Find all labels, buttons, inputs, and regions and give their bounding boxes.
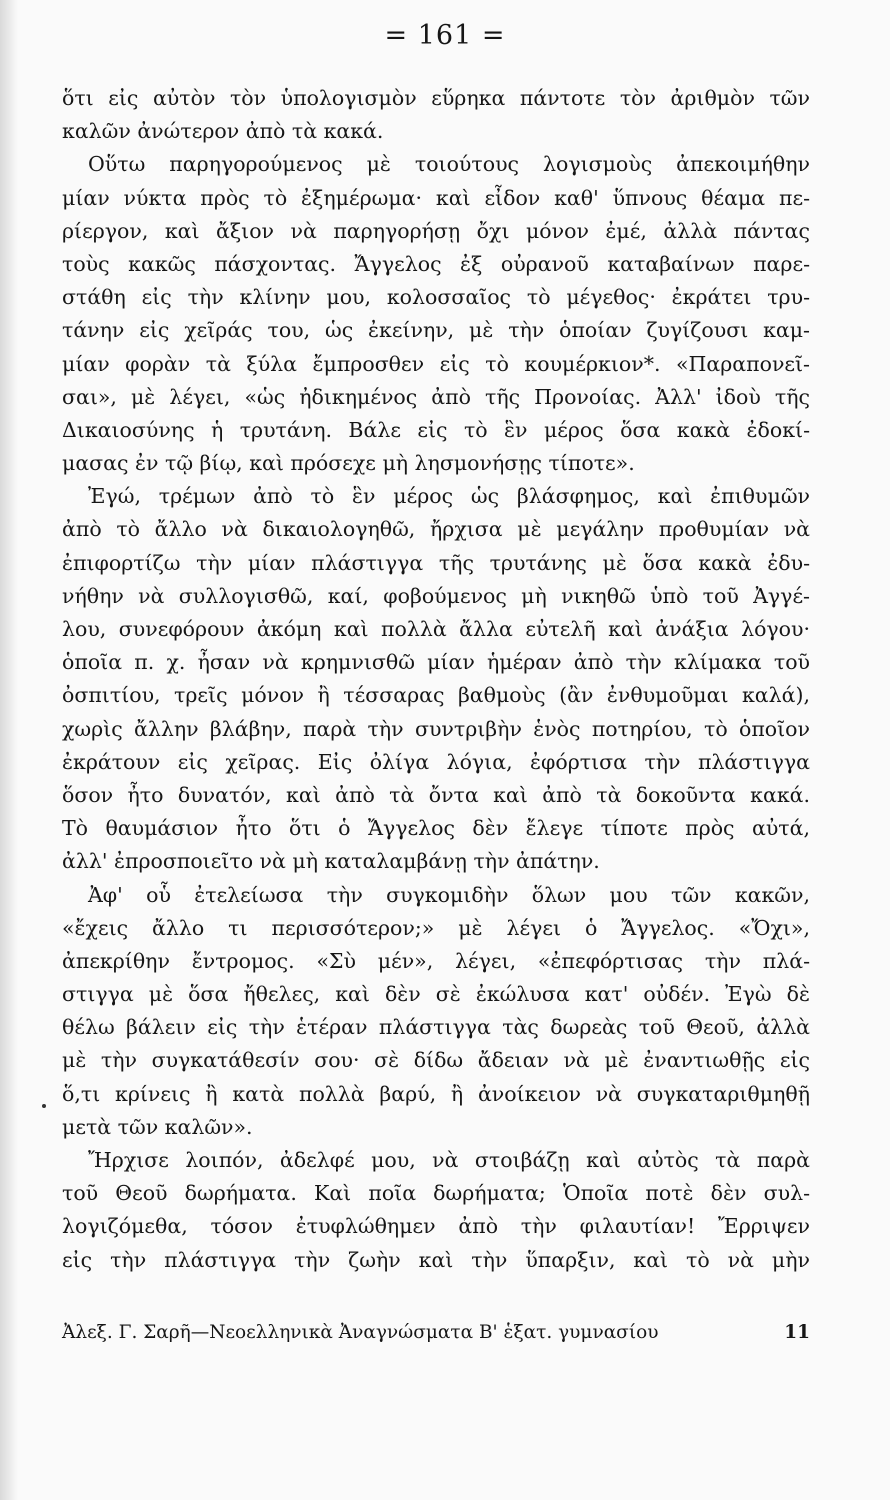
text-line: μασας ἐν τῷ βίῳ, καὶ πρόσεχε μὴ λησμονήσῃς τίποτε». xyxy=(62,451,635,476)
text-line: Ἀφ' οὗ ἐτελείωσα τὴν συγκομιδὴν ὅλων μου τῶν κακῶν, xyxy=(88,882,810,907)
text-line: μίαν φορὰν τὰ ξύλα ἔμπροσθεν εἰς τὸ κουμέρκιον*. «Παραπονεῖ- xyxy=(62,351,810,376)
text-line: μετὰ τῶν καλῶν». xyxy=(62,1114,253,1139)
text-line: ἀπὸ τὸ ἄλλο νὰ δικαιολογηθῶ, ἤρχισα μὲ μεγάλην προθυμίαν νὰ xyxy=(62,517,810,542)
margin-dot xyxy=(42,1104,46,1108)
text-line: λογιζόμεθα, τόσον ἐτυφλώθημεν ἀπὸ τὴν φιλαυτίαν! Ἔρριψεν xyxy=(62,1214,810,1239)
text-line: μὲ τὴν συγκατάθεσίν σου· σὲ δίδω ἄδειαν νὰ μὲ ἐναντιωθῇς εἰς xyxy=(62,1048,810,1073)
text-line: ὅσον ἦτο δυνατόν, καὶ ἀπὸ τὰ ὄντα καὶ ἀπὸ τὰ δοκοῦντα κακά. xyxy=(62,782,810,807)
text-line: χωρὶς ἄλλην βλάβην, παρὰ τὴν συντριβὴν ἑνὸς ποτηρίου, τὸ ὁποῖον xyxy=(62,716,810,741)
text-line: «ἔχεις ἄλλο τι περισσότερον;» μὲ λέγει ὁ Ἄγγελος. «Ὄχι», xyxy=(62,915,810,940)
text-line: ὅτι εἰς αὐτὸν τὸν ὑπολογισμὸν εὕρηκα πάντοτε τὸν ἀριθμὸν τῶν xyxy=(62,86,810,110)
text-line: ὀσπιτίου, τρεῖς μόνον ἢ τέσσαρας βαθμοὺς (ἂν ἐνθυμοῦμαι καλά), xyxy=(62,683,810,708)
text-line: Δικαιοσύνης ἡ τρυτάνη. Βάλε εἰς τὸ ἓν μέρος ὅσα κακὰ ἐδοκί- xyxy=(62,417,810,442)
text-line: ὁποῖα π. χ. ἦσαν νὰ κρημνισθῶ μίαν ἡμέραν ἀπὸ τὴν κλίμακα τοῦ xyxy=(62,650,810,675)
text-line: ρίεργον, καὶ ἄξιον νὰ παρηγορήσῃ ὄχι μόνον ἐμέ, ἀλλὰ πάντας xyxy=(62,218,810,243)
text-line: τάνην εἰς χεῖράς του, ὡς ἐκείνην, μὲ τὴν ὁποίαν ζυγίζουσι καμ- xyxy=(62,318,810,343)
text-line: θέλω βάλειν εἰς τὴν ἑτέραν πλάστιγγα τὰς δωρεὰς τοῦ Θεοῦ, ἀλλὰ xyxy=(62,1015,810,1040)
text-line: στάθη εἰς τὴν κλίνην μου, κολοσσαῖος τὸ μέγεθος· ἐκράτει τρυ- xyxy=(62,285,810,310)
text-line: ἐκράτουν εἰς χεῖρας. Εἰς ὀλίγα λόγια, ἐφόρτισα τὴν πλάστιγγα xyxy=(62,749,810,774)
text-line: ἀπεκρίθην ἔντρομος. «Σὺ μέν», λέγει, «ἐπεφόρτισας τὴν πλά- xyxy=(62,948,810,973)
text-line: ὅ,τι κρίνεις ἢ κατὰ πολλὰ βαρύ, ἢ ἀνοίκειον νὰ συγκαταριθμηθῇ xyxy=(62,1081,810,1106)
text-line: Ἐγώ, τρέμων ἀπὸ τὸ ἓν μέρος ὡς βλάσφημος, καὶ ἐπιθυμῶν xyxy=(88,484,810,509)
footer-citation: Ἀλεξ. Γ. Σαρῆ—Νεοελληνικὰ Ἀναγνώσματα Β' ἑξατ. γυμνασίου xyxy=(62,1322,659,1343)
text-line: νήθην νὰ συλλογισθῶ, καί, φοβούμενος μὴ νικηθῶ ὑπὸ τοῦ Ἀγγέ- xyxy=(62,583,810,608)
text-line: Τὸ θαυμάσιον ἦτο ὅτι ὁ Ἄγγελος δὲν ἔλεγε τίποτε πρὸς αὐτά, xyxy=(62,816,810,841)
text-line: καλῶν ἀνώτερον ἀπὸ τὰ κακά. xyxy=(62,119,384,144)
text-line: τοὺς κακῶς πάσχοντας. Ἄγγελος ἐξ οὐρανοῦ καταβαίνων παρε- xyxy=(62,251,810,276)
body-text xyxy=(62,82,810,1277)
text-line: ἀλλ' ἐπροσποιεῖτο νὰ μὴ καταλαμβάνῃ τὴν ἀπάτην. xyxy=(62,849,600,874)
text-line: λου, συνεφόρουν ἀκόμη καὶ πολλὰ ἄλλα εὐτελῆ καὶ ἀνάξια λόγου· xyxy=(62,617,810,641)
text-line: τοῦ Θεοῦ δωρήματα. Καὶ ποῖα δωρήματα; Ὁποῖα ποτὲ δὲν συλ- xyxy=(62,1181,810,1206)
page-footer xyxy=(62,1322,810,1343)
text-line: στιγγα μὲ ὅσα ἤθελες, καὶ δὲν σὲ ἐκώλυσα κατ' οὐδέν. Ἐγὼ δὲ xyxy=(62,982,810,1007)
text-line: Οὕτω παρηγορούμενος μὲ τοιούτους λογισμοὺς ἀπεκοιμήθην xyxy=(88,152,810,177)
text-line: εἰς τὴν πλάστιγγα τὴν ζωὴν καὶ τὴν ὕπαρξιν, καὶ τὸ νὰ μὴν xyxy=(62,1247,810,1272)
text-line: σαι», μὲ λέγει, «ὡς ἠδικημένος ἀπὸ τῆς Προνοίας. Ἀλλ' ἰδοὺ τῆς xyxy=(62,384,810,409)
text-line: ἐπιφορτίζω τὴν μίαν πλάστιγγα τῆς τρυτάνης μὲ ὅσα κακὰ ἐδυ- xyxy=(62,550,810,575)
gutter-shadow xyxy=(0,0,18,1500)
signature-mark: 11 xyxy=(784,1322,810,1343)
text-line: μίαν νύκτα πρὸς τὸ ἐξημέρωμα· καὶ εἶδον καθ' ὕπνους θέαμα πε- xyxy=(62,185,810,210)
text-line: Ἤρχισε λοιπόν, ἀδελφέ μου, νὰ στοιβάζῃ καὶ αὐτὸς τὰ παρὰ xyxy=(88,1148,810,1172)
page-number: = 161 = xyxy=(384,20,506,51)
